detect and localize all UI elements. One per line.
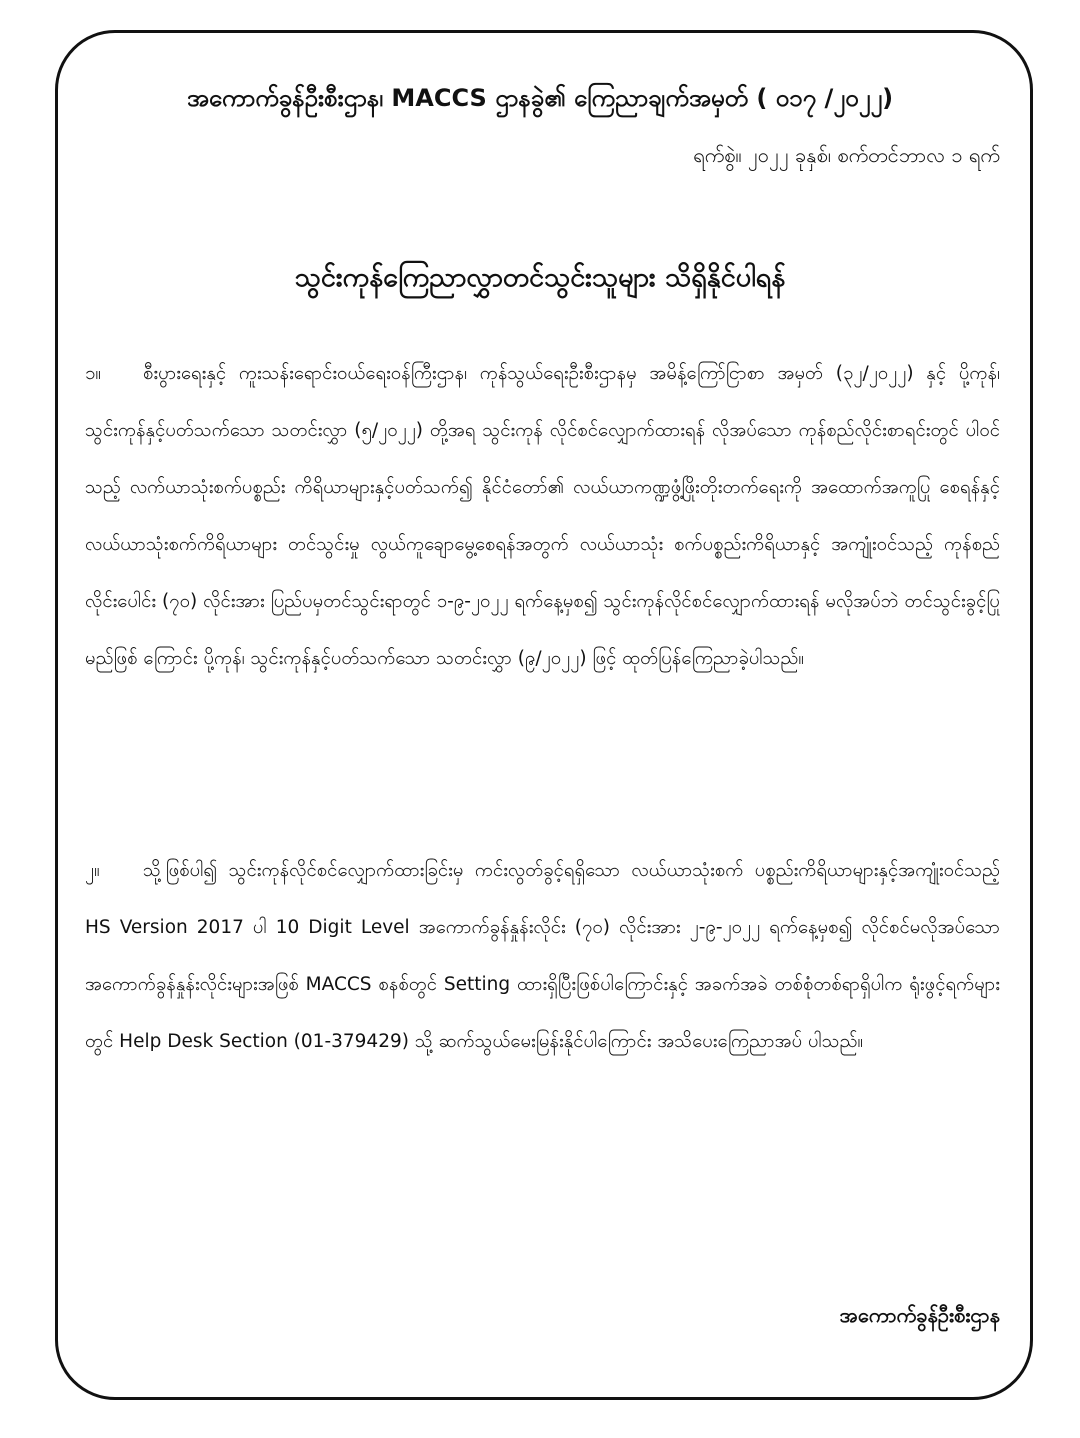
notice-border [55,30,1033,1400]
notice-date: ရက်စွဲ။ ၂၀၂၂ ခုနှစ်၊ စက်တင်ဘာလ ၁ ရက် [693,143,1000,167]
notice-heading: သွင်းကုန်ကြေညာလွှာတင်သွင်းသူများ သိရှိနိုင်ပါရန် [294,262,786,293]
paragraph-2 [85,842,1000,1070]
paragraph-1-number: ၁။ [85,363,102,384]
signature: အကောက်ခွန်ဦးစီးဌာန [839,1303,1000,1327]
paragraph-1 [85,345,1000,687]
paragraph-1-text: စီးပွားရေးနှင့် ကူးသန်းရောင်းဝယ်ရေးဝန်ကြီးဌာန၊ ကုန်သွယ်ရေးဦးစီးဌာနမှ အမိန့်ကြော်ငြာစာ အမှတ် (၃၂/၂၀၂၂) နှင့် ပို့ကုန်၊ သွင်းကုန်နှင့်ပတ်သက်သော သတင်းလွှာ (၅/၂၀၂၂) တို့အရ သွင်းကုန် လိုင်စင်လျှောက်ထားရန် လိုအပ်သော ကုန်စည်လိုင်းစာရင်းတွင် ပါဝင်သည့် လက်ယာသုံးစက်ပစ္စည်း ကိရိယာများနှင့်ပတ်သက်၍ နိုင်ငံတော်၏ လယ်ယာကဏ္ဍဖွံ့ဖြိုးတိုးတက်ရေးကို အထောက်အကူပြု စေရန်နှင့် လယ်ယာသုံးစက်ကိရိယာများ တင်သွင်းမှု လွယ်ကူချောမွေ့စေရန်အတွက် လယ်ယာသုံး စက်ပစ္စည်းကိရိယာနှင့် အကျုံးဝင်သည့် ကုန်စည်လိုင်းပေါင်း (၇၀) လိုင်းအား ပြည်ပမှတင်သွင်းရာတွင် ၁-၉-၂၀၂၂ ရက်နေ့မှစ၍ သွင်းကုန်လိုင်စင်လျှောက်ထားရန် မလိုအပ်ဘဲ တင်သွင်းခွင့်ပြုမည်ဖြစ် ကြောင်း ပို့ကုန်၊ သွင်းကုန်နှင့်ပတ်သက်သော သတင်းလွှာ (၉/၂၀၂၂) ဖြင့် ထုတ်ပြန်ကြေညာခဲ့ပါသည်။ [85,363,1000,669]
notice-title: အကောက်ခွန်ဦးစီးဌာန၊ MACCS ဌာနခွဲ၏ ကြေညာချက်အမှတ် ( ၀၁၇ /၂၀၂၂) [186,84,894,112]
paragraph-2-text: သို့ဖြစ်ပါ၍ သွင်းကုန်လိုင်စင်လျှောက်ထားခြင်းမှ ကင်းလွတ်ခွင့်ရရှိသော လယ်ယာသုံးစက် ပစ္စည်းကိရိယာများနှင့်အကျုံးဝင်သည့် HS Version 2017 ပါ 10 Digit Level အကောက်ခွန်နှုန်းလိုင်း (၇၀) လိုင်းအား ၂-၉-၂၀၂၂ ရက်နေ့မှစ၍ လိုင်စင်မလိုအပ်သော အကောက်ခွန်နှုန်းလိုင်းများအဖြစ် MACCS စနစ်တွင် Setting ထားရှိပြီးဖြစ်ပါကြောင်းနှင့် အခက်အခဲ တစ်စုံတစ်ရာရှိပါက ရုံးဖွင့်ရက်များ တွင် Help Desk Section (01-379429) သို့ ဆက်သွယ်မေးမြန်းနိုင်ပါကြောင်း အသိပေးကြေညာအပ် ပါသည်။ [85,860,1000,1052]
paragraph-2-number: ၂။ [85,860,100,881]
